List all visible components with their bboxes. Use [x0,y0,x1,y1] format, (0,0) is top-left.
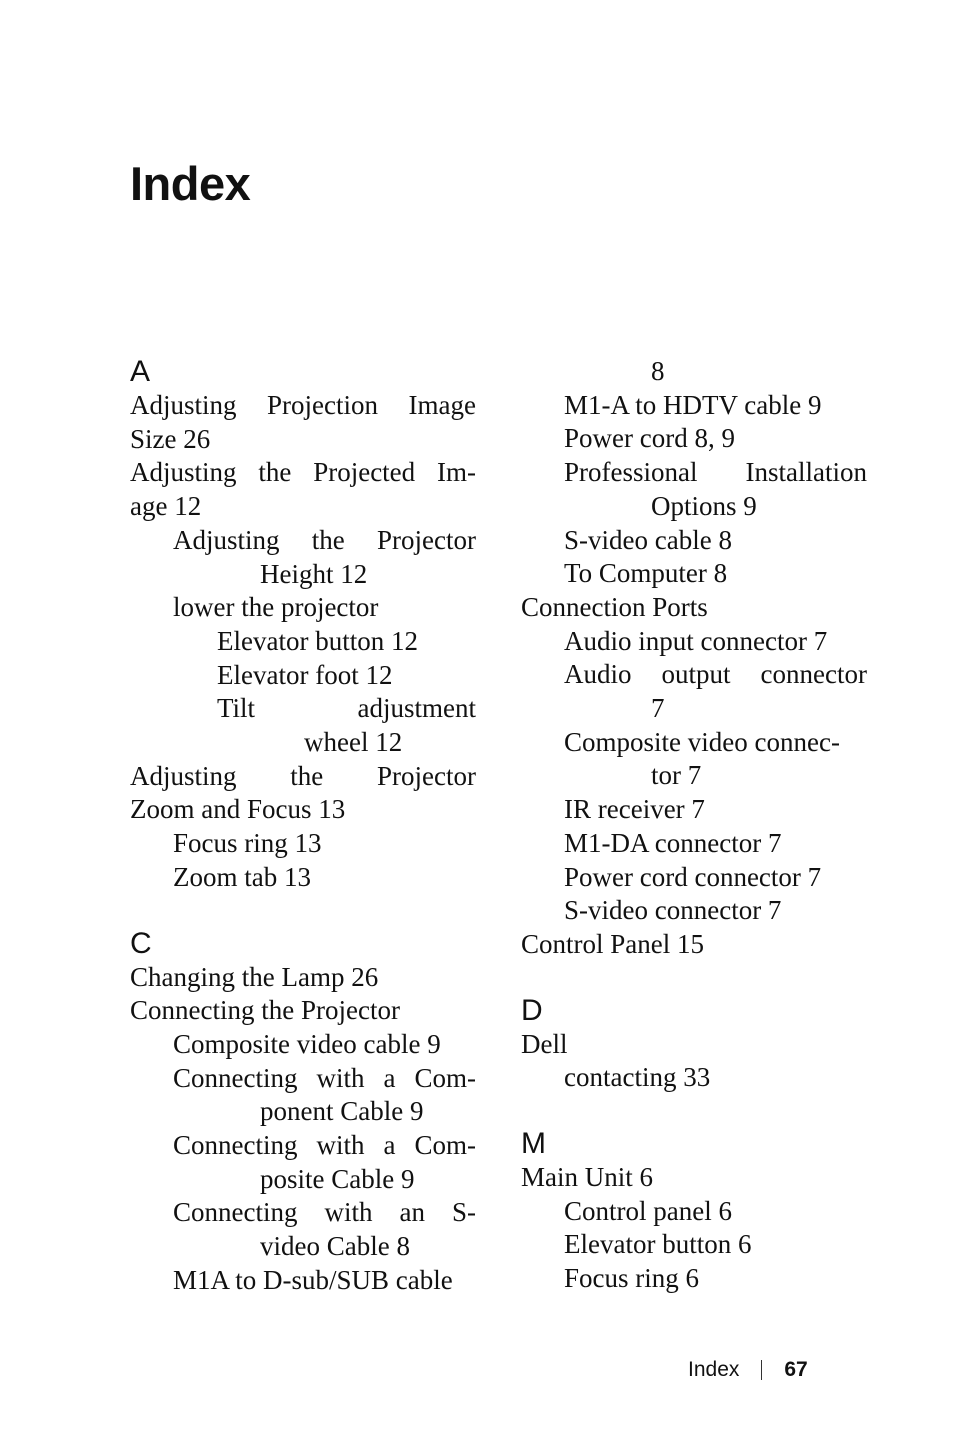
page-title: Index [130,157,251,210]
index-subentry-continued: Options 9 [651,490,757,521]
index-subentry: Power cord 8, 9 [564,423,735,454]
index-subsubentry-continued: wheel 12 [304,727,403,758]
index-subentry: IR receiver 7 [564,794,705,825]
page-number: 67 [784,1358,808,1381]
index-subentry: Elevator button 6 [564,1229,752,1260]
index-entry: Main Unit 6 [521,1162,653,1193]
index-subentry: Adjusting the Projector [173,524,476,555]
index-subentry: Composite video cable 9 [173,1028,441,1059]
index-subentry: Connecting with a Com- [173,1130,476,1161]
index-entry: Connection Ports [521,591,708,622]
index-subentry: Focus ring 13 [173,828,322,859]
index-entry: Control Panel 15 [521,928,704,959]
index-subentry: Professional Installation [564,457,867,488]
index-entry: Adjusting Projection Image [130,390,476,420]
index-entry: Changing the Lamp 26 [130,961,379,992]
index-subentry-continued: ponent Cable 9 [260,1096,424,1127]
index-subentry: Composite video connec- [564,726,840,757]
index-subentry: Connecting with a Com- [173,1062,476,1093]
index-entry-continued: Size 26 [130,423,211,454]
index-subentry: Audio output connector [564,659,867,690]
index-subentry: S-video cable 8 [564,524,732,555]
footer-section-label: Index [688,1358,740,1381]
index-subsubentry: Elevator button 12 [217,625,418,656]
index-entry: Connecting the Projector [130,995,400,1026]
index-entry-continued: Zoom and Focus 13 [130,794,346,825]
index-subsubentry: Tilt adjustment [217,693,476,724]
page-footer [688,1356,808,1384]
index-subentry: M1A to D-sub/SUB cable [173,1264,453,1295]
index-subentry: lower the projector [173,592,379,623]
section-letter-m: M [521,1127,546,1161]
section-letter-c: C [130,926,152,960]
index-subentry-continued: 8 [651,356,665,386]
index-subentry: Connecting with an S- [173,1197,476,1228]
index-entry-continued: age 12 [130,491,202,522]
index-subentry: Focus ring 6 [564,1263,699,1294]
index-subentry: M1-DA connector 7 [564,827,782,858]
index-column-left [130,355,476,1298]
index-subentry-continued: Height 12 [260,558,368,589]
section-letter-d: D [521,993,543,1027]
index-column-right [521,355,867,1296]
index-subentry: Audio input connector 7 [564,625,828,656]
index-entry: Dell [521,1028,568,1059]
section-letter-a: A [130,355,151,388]
index-subentry: M1-A to HDTV cable 9 [564,389,822,420]
footer-divider [761,1360,762,1380]
index-subentry-continued: video Cable 8 [260,1231,410,1262]
index-subentry-continued: tor 7 [651,760,702,791]
index-subentry: S-video connector 7 [564,895,782,926]
index-entry: Adjusting the Projected Im- [130,457,476,488]
index-subentry: Power cord connector 7 [564,861,822,892]
index-subentry: Control panel 6 [564,1195,732,1226]
index-entry: Adjusting the Projector [130,760,476,791]
index-subentry: To Computer 8 [564,558,728,589]
index-subentry-continued: 7 [651,693,665,724]
index-subentry: contacting 33 [564,1062,711,1093]
index-subsubentry: Elevator foot 12 [217,659,393,690]
index-subentry: Zoom tab 13 [173,861,311,892]
index-subentry-continued: posite Cable 9 [260,1163,415,1194]
